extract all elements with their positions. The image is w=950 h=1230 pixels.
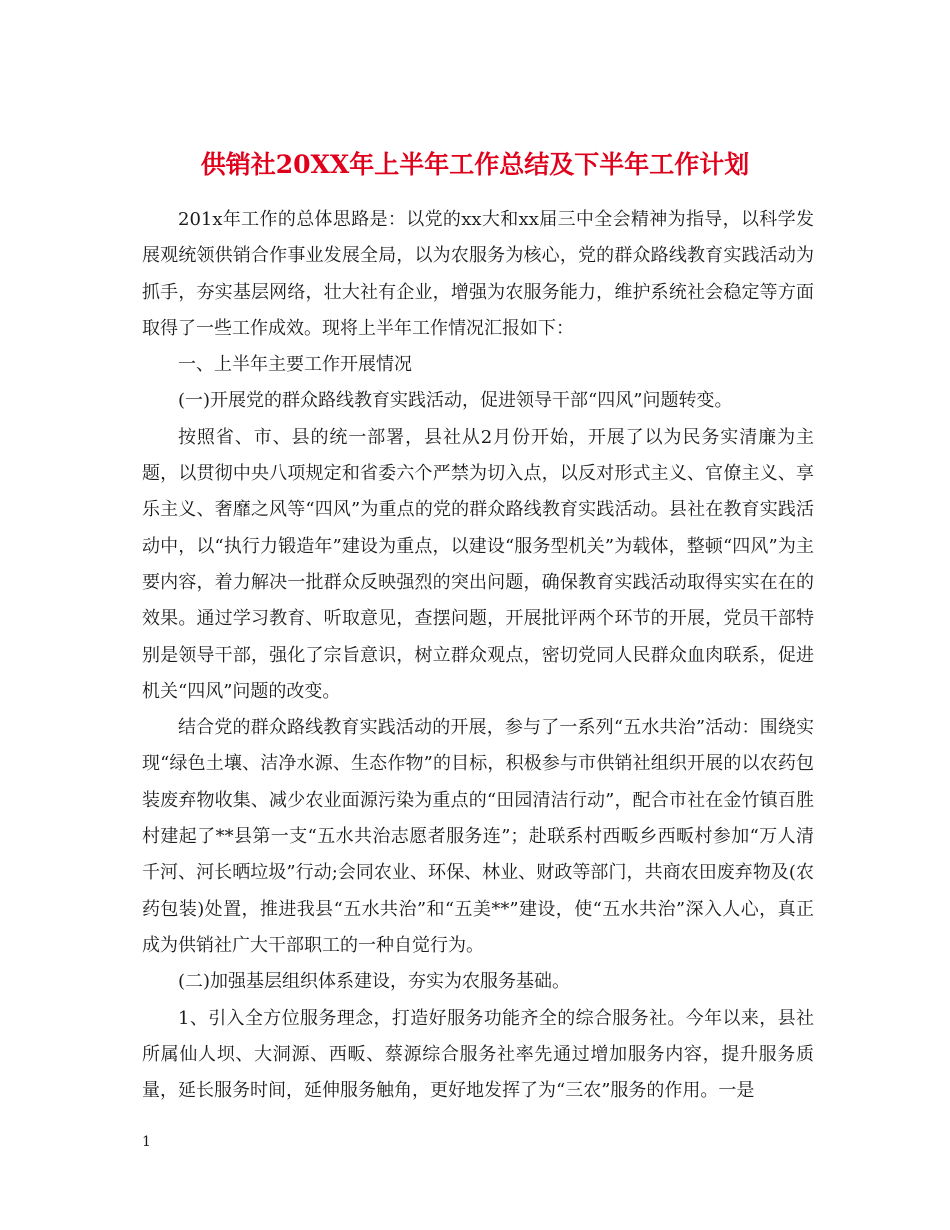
paragraph-deployment: 按照省、市、县的统一部署，县社从2月份开始，开展了以为民务实清廉为主题，以贯彻中央八项规定和省委六个严禁为切入点，以反对形式主义、官僚主义、享乐主义、奢靡之风等“四风”为重点的党的群众路线教育实践活动。县社在教育实践活动中，以“执行力锻造年”建设为重点，以建设“服务型机关”为载体，整顿“四风”为主要内容，着力解决一批群众反映强烈的突出问题，确保教育实践活动取得实实在在的效果。通过学习教育、听取意见，查摆问题，开展批评两个环节的开展，党员干部特别是领导干部，强化了宗旨意识，树立群众观点，密切党同人民群众血肉联系，促进机关“四风”问题的改变。 bbox=[142, 426, 814, 702]
section-heading-1: 一、上半年主要工作开展情况 bbox=[178, 354, 412, 376]
page-number: 1 bbox=[142, 1134, 151, 1150]
paragraph-intro: 201x年工作的总体思路是：以党的xx大和xx届三中全会精神为指导，以科学发展观统领供销合作事业发展全局，以为农服务为核心，党的群众路线教育实践活动为抓手，夯实基层网络，壮大社有企业，增强为农服务能力，维护系统社会稳定等方面取得了一些工作成效。现将上半年工作情况汇报如下： bbox=[142, 209, 814, 339]
paragraph-five-waters: 结合党的群众路线教育实践活动的开展，参与了一系列“五水共治”活动：围绕实现“绿色土壤、洁净水源、生态作物”的目标，积极参与市供销社组织开展的以农药包装废弃物收集、减少农业面源污染为重点的“田园清洁行动”，配合市社在金竹镇百胜村建起了**县第一支“五水共治志愿者服务连”；赴联系村西畈乡西畈村参加“万人清千河、河长晒垃圾”行动;会同农业、环保、林业、财政等部门，共商农田废弃物及(农药包装)处置，推进我县“五水共治”和“五美**”建设，使“五水共治”深入人心，真正成为供销社广大干部职工的一种自觉行为。 bbox=[142, 717, 814, 956]
subsection-heading-2: (二)加强基层组织体系建设，夯实为农服务基础。 bbox=[178, 971, 571, 993]
document-title: 供销社20XX年上半年工作总结及下半年工作计划 bbox=[200, 149, 750, 179]
document-body bbox=[142, 202, 814, 1109]
paragraph-service-coop: 1、引入全方位服务理念，打造好服务功能齐全的综合服务社。今年以来，县社所属仙人坝、大洞源、西畈、蔡源综合服务社率先通过增加服务内容，提升服务质量，延长服务时间，延伸服务触角，更好地发挥了为“三农”服务的作用。一是 bbox=[142, 1007, 814, 1102]
subsection-heading-1: (一)开展党的群众路线教育实践活动，促进领导干部“四风”问题转变。 bbox=[178, 390, 733, 412]
